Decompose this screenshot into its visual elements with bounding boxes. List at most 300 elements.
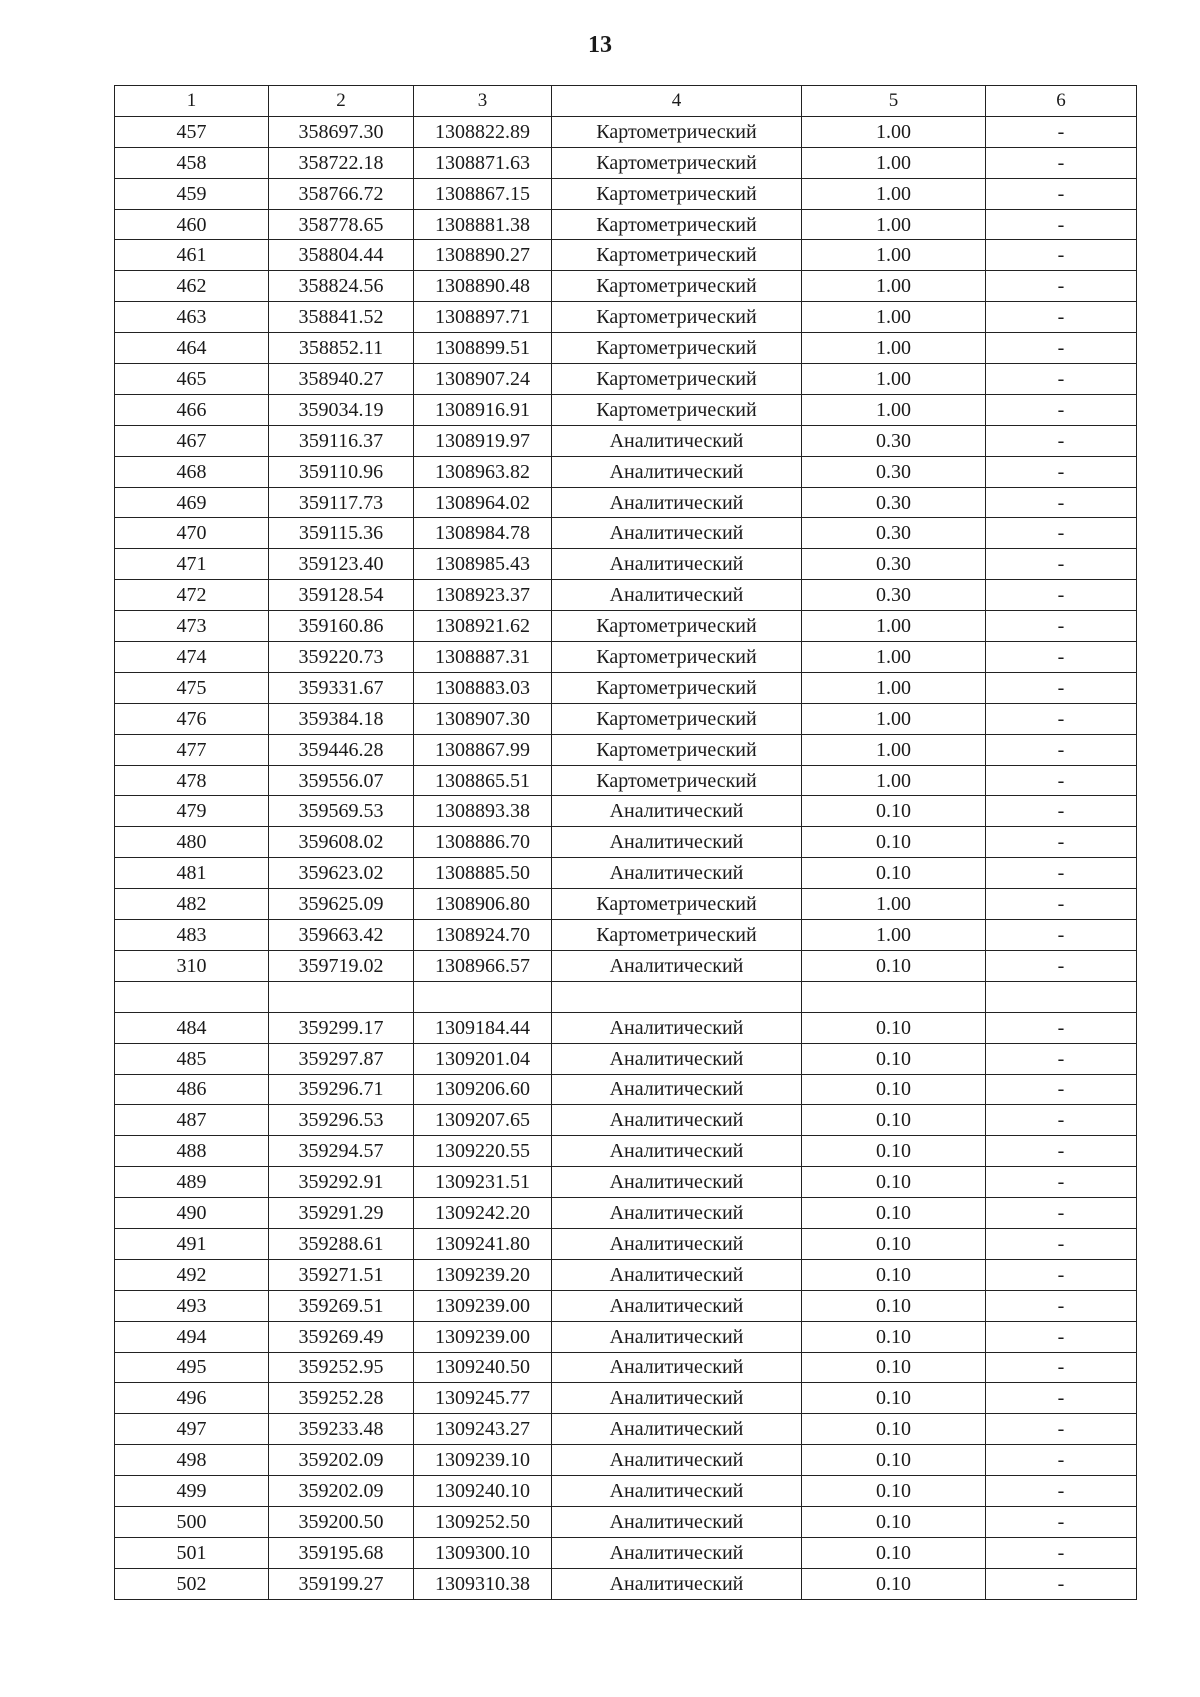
x-coordinate-cell: 358697.30	[269, 116, 414, 147]
table-row	[115, 1568, 1137, 1599]
table-row	[115, 1290, 1137, 1321]
note-cell: -	[986, 1012, 1137, 1043]
note-cell: -	[986, 1383, 1137, 1414]
method-cell: Аналитический	[552, 1445, 802, 1476]
note-cell: -	[986, 456, 1137, 487]
accuracy-cell: 1.00	[802, 394, 986, 425]
method-cell: Картометрический	[552, 147, 802, 178]
table-row	[115, 1198, 1137, 1229]
point-number-cell: 468	[115, 456, 269, 487]
accuracy-cell: 0.10	[802, 1445, 986, 1476]
note-cell: -	[986, 1506, 1137, 1537]
method-cell: Аналитический	[552, 487, 802, 518]
note-cell: -	[986, 549, 1137, 580]
y-coordinate-cell: 1309239.10	[414, 1445, 552, 1476]
x-coordinate-cell: 358804.44	[269, 240, 414, 271]
y-coordinate-cell: 1309242.20	[414, 1198, 552, 1229]
y-coordinate-cell: 1308963.82	[414, 456, 552, 487]
x-coordinate-cell: 359117.73	[269, 487, 414, 518]
table-row	[115, 333, 1137, 364]
method-cell: Аналитический	[552, 1105, 802, 1136]
y-coordinate-cell: 1309300.10	[414, 1537, 552, 1568]
accuracy-cell: 1.00	[802, 178, 986, 209]
accuracy-cell: 1.00	[802, 920, 986, 951]
method-cell: Аналитический	[552, 1321, 802, 1352]
point-number-cell: 499	[115, 1476, 269, 1507]
x-coordinate-cell: 359446.28	[269, 734, 414, 765]
note-cell	[986, 981, 1137, 1012]
table-row	[115, 580, 1137, 611]
accuracy-cell: 1.00	[802, 765, 986, 796]
accuracy-cell: 1.00	[802, 734, 986, 765]
point-number-cell: 460	[115, 209, 269, 240]
accuracy-cell: 0.10	[802, 1414, 986, 1445]
y-coordinate-cell: 1309252.50	[414, 1506, 552, 1537]
method-cell: Аналитический	[552, 549, 802, 580]
accuracy-cell: 0.10	[802, 1383, 986, 1414]
y-coordinate-cell: 1308890.27	[414, 240, 552, 271]
point-number-cell: 485	[115, 1043, 269, 1074]
y-coordinate-cell: 1309245.77	[414, 1383, 552, 1414]
y-coordinate-cell: 1308886.70	[414, 827, 552, 858]
y-coordinate-cell	[414, 981, 552, 1012]
note-cell: -	[986, 271, 1137, 302]
table-row	[115, 178, 1137, 209]
method-cell: Картометрический	[552, 271, 802, 302]
accuracy-cell: 0.10	[802, 1476, 986, 1507]
accuracy-cell: 0.10	[802, 1012, 986, 1043]
accuracy-cell: 0.30	[802, 580, 986, 611]
note-cell: -	[986, 827, 1137, 858]
point-number-cell: 488	[115, 1136, 269, 1167]
y-coordinate-cell: 1308916.91	[414, 394, 552, 425]
point-number-cell: 476	[115, 703, 269, 734]
table-row	[115, 518, 1137, 549]
y-coordinate-cell: 1309239.00	[414, 1321, 552, 1352]
accuracy-cell: 1.00	[802, 642, 986, 673]
note-cell: -	[986, 1445, 1137, 1476]
x-coordinate-cell: 359160.86	[269, 611, 414, 642]
x-coordinate-cell: 359384.18	[269, 703, 414, 734]
accuracy-cell: 0.30	[802, 549, 986, 580]
x-coordinate-cell: 359608.02	[269, 827, 414, 858]
y-coordinate-cell: 1309239.20	[414, 1259, 552, 1290]
note-cell: -	[986, 487, 1137, 518]
method-cell: Аналитический	[552, 858, 802, 889]
point-number-cell: 480	[115, 827, 269, 858]
table-row	[115, 1321, 1137, 1352]
method-cell: Аналитический	[552, 456, 802, 487]
accuracy-cell: 0.10	[802, 1167, 986, 1198]
note-cell: -	[986, 1074, 1137, 1105]
note-cell: -	[986, 1228, 1137, 1259]
table-row	[115, 1012, 1137, 1043]
table-row	[115, 1074, 1137, 1105]
y-coordinate-cell: 1309239.00	[414, 1290, 552, 1321]
accuracy-cell	[802, 981, 986, 1012]
note-cell: -	[986, 364, 1137, 395]
accuracy-cell: 0.10	[802, 1352, 986, 1383]
accuracy-cell: 0.10	[802, 950, 986, 981]
point-number-cell: 459	[115, 178, 269, 209]
x-coordinate-cell: 359115.36	[269, 518, 414, 549]
method-cell: Картометрический	[552, 333, 802, 364]
x-coordinate-cell: 359297.87	[269, 1043, 414, 1074]
table-row	[115, 1352, 1137, 1383]
column-header: 6	[986, 86, 1137, 117]
x-coordinate-cell: 358722.18	[269, 147, 414, 178]
note-cell: -	[986, 796, 1137, 827]
y-coordinate-cell: 1308883.03	[414, 672, 552, 703]
point-number-cell: 492	[115, 1259, 269, 1290]
page-number: 13	[588, 32, 612, 58]
accuracy-cell: 0.10	[802, 1321, 986, 1352]
point-number-cell: 310	[115, 950, 269, 981]
note-cell: -	[986, 116, 1137, 147]
y-coordinate-cell: 1308907.30	[414, 703, 552, 734]
y-coordinate-cell: 1308899.51	[414, 333, 552, 364]
accuracy-cell: 1.00	[802, 240, 986, 271]
method-cell: Картометрический	[552, 642, 802, 673]
x-coordinate-cell: 359299.17	[269, 1012, 414, 1043]
table-row	[115, 1136, 1137, 1167]
x-coordinate-cell: 359199.27	[269, 1568, 414, 1599]
note-cell: -	[986, 147, 1137, 178]
y-coordinate-cell: 1308964.02	[414, 487, 552, 518]
point-number-cell: 462	[115, 271, 269, 302]
y-coordinate-cell: 1308984.78	[414, 518, 552, 549]
y-coordinate-cell: 1308871.63	[414, 147, 552, 178]
column-header: 3	[414, 86, 552, 117]
note-cell: -	[986, 394, 1137, 425]
x-coordinate-cell: 359719.02	[269, 950, 414, 981]
note-cell: -	[986, 425, 1137, 456]
x-coordinate-cell: 358766.72	[269, 178, 414, 209]
accuracy-cell: 0.30	[802, 425, 986, 456]
accuracy-cell: 1.00	[802, 703, 986, 734]
table-row	[115, 950, 1137, 981]
y-coordinate-cell: 1309220.55	[414, 1136, 552, 1167]
accuracy-cell: 1.00	[802, 364, 986, 395]
note-cell: -	[986, 889, 1137, 920]
note-cell: -	[986, 1352, 1137, 1383]
table-row	[115, 920, 1137, 951]
column-header: 5	[802, 86, 986, 117]
method-cell: Аналитический	[552, 1414, 802, 1445]
accuracy-cell: 0.10	[802, 1043, 986, 1074]
point-number-cell: 471	[115, 549, 269, 580]
table-row	[115, 1383, 1137, 1414]
x-coordinate-cell: 359625.09	[269, 889, 414, 920]
table-row	[115, 394, 1137, 425]
y-coordinate-cell: 1308893.38	[414, 796, 552, 827]
x-coordinate-cell: 359296.71	[269, 1074, 414, 1105]
method-cell: Аналитический	[552, 1383, 802, 1414]
note-cell: -	[986, 642, 1137, 673]
point-number-cell: 490	[115, 1198, 269, 1229]
table-row-separator	[115, 981, 1137, 1012]
note-cell: -	[986, 765, 1137, 796]
y-coordinate-cell: 1309231.51	[414, 1167, 552, 1198]
x-coordinate-cell: 359202.09	[269, 1445, 414, 1476]
x-coordinate-cell: 359269.51	[269, 1290, 414, 1321]
note-cell: -	[986, 1136, 1137, 1167]
x-coordinate-cell: 359128.54	[269, 580, 414, 611]
accuracy-cell: 0.10	[802, 1136, 986, 1167]
x-coordinate-cell	[269, 981, 414, 1012]
table-row	[115, 858, 1137, 889]
accuracy-cell: 0.10	[802, 1290, 986, 1321]
x-coordinate-cell: 359294.57	[269, 1136, 414, 1167]
note-cell: -	[986, 240, 1137, 271]
point-number-cell: 491	[115, 1228, 269, 1259]
accuracy-cell: 0.10	[802, 1074, 986, 1105]
method-cell: Аналитический	[552, 1136, 802, 1167]
x-coordinate-cell: 359271.51	[269, 1259, 414, 1290]
accuracy-cell: 1.00	[802, 147, 986, 178]
method-cell: Аналитический	[552, 1198, 802, 1229]
method-cell: Картометрический	[552, 178, 802, 209]
point-number-cell: 498	[115, 1445, 269, 1476]
accuracy-cell: 1.00	[802, 116, 986, 147]
coordinates-table	[114, 85, 1137, 1600]
note-cell: -	[986, 302, 1137, 333]
x-coordinate-cell: 359623.02	[269, 858, 414, 889]
note-cell: -	[986, 734, 1137, 765]
point-number-cell: 497	[115, 1414, 269, 1445]
point-number-cell: 502	[115, 1568, 269, 1599]
accuracy-cell: 0.10	[802, 827, 986, 858]
x-coordinate-cell: 359288.61	[269, 1228, 414, 1259]
x-coordinate-cell: 359034.19	[269, 394, 414, 425]
y-coordinate-cell: 1309243.27	[414, 1414, 552, 1445]
table-row	[115, 1228, 1137, 1259]
note-cell: -	[986, 1043, 1137, 1074]
point-number-cell: 467	[115, 425, 269, 456]
y-coordinate-cell: 1309310.38	[414, 1568, 552, 1599]
x-coordinate-cell: 359110.96	[269, 456, 414, 487]
x-coordinate-cell: 359116.37	[269, 425, 414, 456]
note-cell: -	[986, 672, 1137, 703]
table-header-row	[115, 86, 1137, 117]
method-cell: Аналитический	[552, 425, 802, 456]
table-row	[115, 889, 1137, 920]
x-coordinate-cell: 358852.11	[269, 333, 414, 364]
y-coordinate-cell: 1308897.71	[414, 302, 552, 333]
x-coordinate-cell: 358778.65	[269, 209, 414, 240]
y-coordinate-cell: 1308985.43	[414, 549, 552, 580]
x-coordinate-cell: 359292.91	[269, 1167, 414, 1198]
accuracy-cell: 0.10	[802, 1105, 986, 1136]
method-cell: Картометрический	[552, 611, 802, 642]
method-cell: Картометрический	[552, 116, 802, 147]
method-cell: Аналитический	[552, 580, 802, 611]
note-cell: -	[986, 920, 1137, 951]
y-coordinate-cell: 1308865.51	[414, 765, 552, 796]
accuracy-cell: 0.10	[802, 1228, 986, 1259]
point-number-cell: 501	[115, 1537, 269, 1568]
method-cell: Картометрический	[552, 734, 802, 765]
accuracy-cell: 0.30	[802, 518, 986, 549]
accuracy-cell: 1.00	[802, 611, 986, 642]
point-number-cell: 493	[115, 1290, 269, 1321]
point-number-cell: 458	[115, 147, 269, 178]
point-number-cell: 469	[115, 487, 269, 518]
column-header: 2	[269, 86, 414, 117]
method-cell: Картометрический	[552, 672, 802, 703]
note-cell: -	[986, 1414, 1137, 1445]
point-number-cell: 486	[115, 1074, 269, 1105]
table-row	[115, 611, 1137, 642]
table-row	[115, 271, 1137, 302]
table-row	[115, 1476, 1137, 1507]
table-row	[115, 364, 1137, 395]
accuracy-cell: 0.10	[802, 1259, 986, 1290]
accuracy-cell: 0.30	[802, 487, 986, 518]
method-cell: Аналитический	[552, 950, 802, 981]
point-number-cell	[115, 981, 269, 1012]
note-cell: -	[986, 333, 1137, 364]
y-coordinate-cell: 1308919.97	[414, 425, 552, 456]
table-row	[115, 1259, 1137, 1290]
method-cell: Аналитический	[552, 1074, 802, 1105]
point-number-cell: 484	[115, 1012, 269, 1043]
table-row	[115, 209, 1137, 240]
point-number-cell: 457	[115, 116, 269, 147]
y-coordinate-cell: 1308881.38	[414, 209, 552, 240]
x-coordinate-cell: 359556.07	[269, 765, 414, 796]
y-coordinate-cell: 1308867.99	[414, 734, 552, 765]
y-coordinate-cell: 1309241.80	[414, 1228, 552, 1259]
table-row	[115, 796, 1137, 827]
y-coordinate-cell: 1309184.44	[414, 1012, 552, 1043]
method-cell: Картометрический	[552, 240, 802, 271]
method-cell: Аналитический	[552, 1290, 802, 1321]
note-cell: -	[986, 518, 1137, 549]
method-cell: Аналитический	[552, 1259, 802, 1290]
y-coordinate-cell: 1308906.80	[414, 889, 552, 920]
method-cell: Аналитический	[552, 1506, 802, 1537]
table-row	[115, 487, 1137, 518]
x-coordinate-cell: 359569.53	[269, 796, 414, 827]
y-coordinate-cell: 1308966.57	[414, 950, 552, 981]
accuracy-cell: 0.30	[802, 456, 986, 487]
method-cell: Аналитический	[552, 1537, 802, 1568]
point-number-cell: 479	[115, 796, 269, 827]
point-number-cell: 477	[115, 734, 269, 765]
point-number-cell: 472	[115, 580, 269, 611]
note-cell: -	[986, 1259, 1137, 1290]
method-cell: Картометрический	[552, 765, 802, 796]
accuracy-cell: 1.00	[802, 333, 986, 364]
x-coordinate-cell: 359269.49	[269, 1321, 414, 1352]
point-number-cell: 474	[115, 642, 269, 673]
accuracy-cell: 0.10	[802, 1537, 986, 1568]
accuracy-cell: 0.10	[802, 858, 986, 889]
point-number-cell: 475	[115, 672, 269, 703]
y-coordinate-cell: 1308885.50	[414, 858, 552, 889]
point-number-cell: 463	[115, 302, 269, 333]
note-cell: -	[986, 1290, 1137, 1321]
method-cell: Картометрический	[552, 703, 802, 734]
x-coordinate-cell: 359252.28	[269, 1383, 414, 1414]
point-number-cell: 482	[115, 889, 269, 920]
table-row	[115, 549, 1137, 580]
accuracy-cell: 1.00	[802, 302, 986, 333]
table-row	[115, 302, 1137, 333]
x-coordinate-cell: 358940.27	[269, 364, 414, 395]
method-cell: Аналитический	[552, 796, 802, 827]
note-cell: -	[986, 858, 1137, 889]
x-coordinate-cell: 358824.56	[269, 271, 414, 302]
note-cell: -	[986, 950, 1137, 981]
point-number-cell: 464	[115, 333, 269, 364]
note-cell: -	[986, 1476, 1137, 1507]
y-coordinate-cell: 1308923.37	[414, 580, 552, 611]
y-coordinate-cell: 1308822.89	[414, 116, 552, 147]
accuracy-cell: 0.10	[802, 796, 986, 827]
y-coordinate-cell: 1309206.60	[414, 1074, 552, 1105]
method-cell: Картометрический	[552, 394, 802, 425]
accuracy-cell: 1.00	[802, 209, 986, 240]
method-cell: Аналитический	[552, 1228, 802, 1259]
x-coordinate-cell: 359200.50	[269, 1506, 414, 1537]
table-row	[115, 827, 1137, 858]
x-coordinate-cell: 359291.29	[269, 1198, 414, 1229]
column-header: 1	[115, 86, 269, 117]
x-coordinate-cell: 359195.68	[269, 1537, 414, 1568]
method-cell: Аналитический	[552, 827, 802, 858]
table-row	[115, 425, 1137, 456]
method-cell: Аналитический	[552, 1012, 802, 1043]
note-cell: -	[986, 703, 1137, 734]
table-row	[115, 240, 1137, 271]
accuracy-cell: 0.10	[802, 1198, 986, 1229]
method-cell: Аналитический	[552, 1476, 802, 1507]
method-cell: Аналитический	[552, 1568, 802, 1599]
y-coordinate-cell: 1308921.62	[414, 611, 552, 642]
point-number-cell: 495	[115, 1352, 269, 1383]
accuracy-cell: 0.10	[802, 1568, 986, 1599]
method-cell: Аналитический	[552, 1043, 802, 1074]
x-coordinate-cell: 359220.73	[269, 642, 414, 673]
y-coordinate-cell: 1308867.15	[414, 178, 552, 209]
note-cell: -	[986, 1105, 1137, 1136]
note-cell: -	[986, 1167, 1137, 1198]
table-row	[115, 672, 1137, 703]
point-number-cell: 494	[115, 1321, 269, 1352]
y-coordinate-cell: 1309240.10	[414, 1476, 552, 1507]
note-cell: -	[986, 178, 1137, 209]
note-cell: -	[986, 209, 1137, 240]
method-cell: Картометрический	[552, 920, 802, 951]
point-number-cell: 470	[115, 518, 269, 549]
x-coordinate-cell: 359296.53	[269, 1105, 414, 1136]
y-coordinate-cell: 1309240.50	[414, 1352, 552, 1383]
table-row	[115, 1537, 1137, 1568]
y-coordinate-cell: 1308924.70	[414, 920, 552, 951]
column-header: 4	[552, 86, 802, 117]
y-coordinate-cell: 1308887.31	[414, 642, 552, 673]
table-row	[115, 642, 1137, 673]
table-row	[115, 1414, 1137, 1445]
method-cell: Аналитический	[552, 1352, 802, 1383]
y-coordinate-cell: 1309201.04	[414, 1043, 552, 1074]
y-coordinate-cell: 1308907.24	[414, 364, 552, 395]
accuracy-cell: 1.00	[802, 672, 986, 703]
point-number-cell: 466	[115, 394, 269, 425]
x-coordinate-cell: 359331.67	[269, 672, 414, 703]
